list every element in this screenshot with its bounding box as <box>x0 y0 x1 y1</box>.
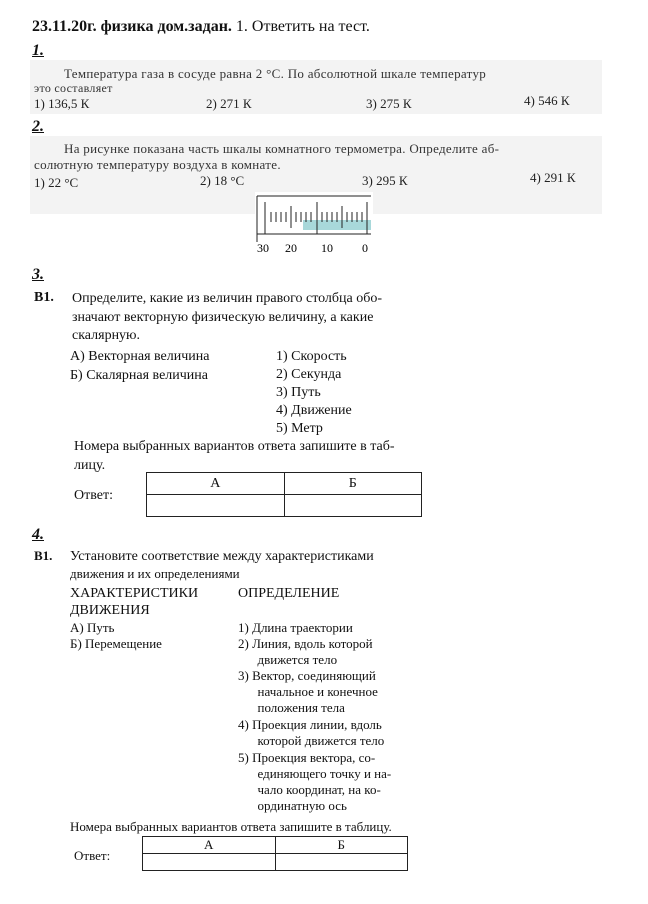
question-1-text-line2: это составляет <box>34 81 113 95</box>
question-4-column-a: А <box>143 837 276 854</box>
scale-label-30: 30 <box>257 241 269 255</box>
scale-label-20: 20 <box>285 241 297 255</box>
question-2-option-4: 4) 291 К <box>530 170 576 185</box>
question-3-instruction-line1: Номера выбранных вариантов ответа запишите в таб- <box>74 439 395 454</box>
question-4-head-left-2: ДВИЖЕНИЯ <box>70 603 150 618</box>
question-4-right-line-10: единяющего точку и на- <box>238 766 392 781</box>
question-3-answer-cell-a[interactable] <box>147 495 285 517</box>
question-3-answer-label: Ответ: <box>74 488 113 503</box>
question-3-text-line1: Определите, какие из величин правого столбца обо- <box>72 291 383 306</box>
header-subject: физика дом.задан. <box>100 18 232 35</box>
question-4-answer-cell-b[interactable] <box>275 854 408 871</box>
question-3-right-3: 3) Путь <box>276 385 321 400</box>
question-3-left-b: Б) Скалярная величина <box>70 368 208 383</box>
question-4-right-line-12: ординатную ось <box>238 798 347 813</box>
question-3-right-5: 5) Метр <box>276 421 323 436</box>
question-4-column-b: Б <box>275 837 408 854</box>
question-3-left-a: А) Векторная величина <box>70 349 210 364</box>
scale-label-0: 0 <box>362 241 368 255</box>
question-4-right-line-5: начальное и конечное <box>238 684 378 699</box>
question-2-option-3: 3) 295 К <box>362 173 408 188</box>
question-1-text-line1: Температура газа в сосуде равна 2 °С. По абсолютной шкале температур <box>64 66 487 81</box>
question-3-right-1: 1) Скорость <box>276 349 347 364</box>
question-2-option-1: 1) 22 °С <box>34 175 79 190</box>
question-3-text-line2: значают векторную физическую величину, а какие <box>72 310 374 325</box>
question-4-right-line-8: которой движется тело <box>238 733 385 748</box>
question-4-number: 4. <box>32 526 44 543</box>
question-4-right-line-9: 5) Проекция вектора, со- <box>238 750 376 765</box>
question-4-text-line2: движения и их определениями <box>70 566 240 581</box>
question-3-right-4: 4) Движение <box>276 403 352 418</box>
question-3-label: В1. <box>34 290 54 305</box>
question-1-option-4: 4) 546 К <box>524 93 570 108</box>
question-1-option-3: 3) 275 К <box>366 96 412 111</box>
question-4-left-b: Б) Перемещение <box>70 636 162 651</box>
scale-label-10: 10 <box>321 241 333 255</box>
question-3-instruction-line2: лицу. <box>74 458 106 473</box>
question-4-right-line-7: 4) Проекция линии, вдоль <box>238 717 382 732</box>
question-4-right-line-6: положения тела <box>238 700 345 715</box>
question-3-right-2: 2) Секунда <box>276 367 342 382</box>
question-4-head-right: ОПРЕДЕЛЕНИЕ <box>238 586 340 601</box>
question-4-answer-label: Ответ: <box>74 848 111 863</box>
header-task: 1. Ответить на тест. <box>235 18 370 35</box>
question-3-answer-cell-b[interactable] <box>284 495 422 517</box>
question-4-head-left-1: ХАРАКТЕРИСТИКИ <box>70 586 199 601</box>
question-2-option-2: 2) 18 °С <box>200 173 245 188</box>
question-4-text-line1: Установите соответствие между характеристиками <box>70 549 374 564</box>
question-4-right-line-4: 3) Вектор, соединяющий <box>238 668 376 683</box>
question-1-option-1: 1) 136,5 К <box>34 96 90 111</box>
question-2-number: 2. <box>32 118 44 135</box>
question-2-text-line2: солютную температуру воздуха в комнате. <box>34 157 281 172</box>
question-4-right-line-3: движется тело <box>238 652 338 667</box>
question-2-text-line1: На рисунке показана часть шкалы комнатного термометра. Определите аб- <box>64 141 500 156</box>
question-1-number: 1. <box>32 42 44 59</box>
page-header <box>32 18 370 36</box>
question-3-answer-table <box>146 472 422 517</box>
question-4-answer-cell-a[interactable] <box>143 854 276 871</box>
question-4-instruction: Номера выбранных вариантов ответа запишите в таблицу. <box>70 819 392 834</box>
question-4-left-a: А) Путь <box>70 620 115 635</box>
question-4-right-line-2: 2) Линия, вдоль которой <box>238 636 373 651</box>
question-4-label: В1. <box>34 548 53 563</box>
question-4-answer-table <box>142 836 408 871</box>
question-4-right-line-11: чало координат, на ко- <box>238 782 381 797</box>
thermometer-scale-figure <box>255 192 373 258</box>
question-3-column-b: Б <box>284 473 422 495</box>
question-1-option-2: 2) 271 К <box>206 96 252 111</box>
question-3-number: 3. <box>32 266 44 283</box>
question-3-text-line3: скалярную. <box>72 328 141 343</box>
question-3-column-a: А <box>147 473 285 495</box>
question-4-right-line-1: 1) Длина траектории <box>238 620 353 635</box>
header-date: 23.11.20г. <box>32 18 97 35</box>
